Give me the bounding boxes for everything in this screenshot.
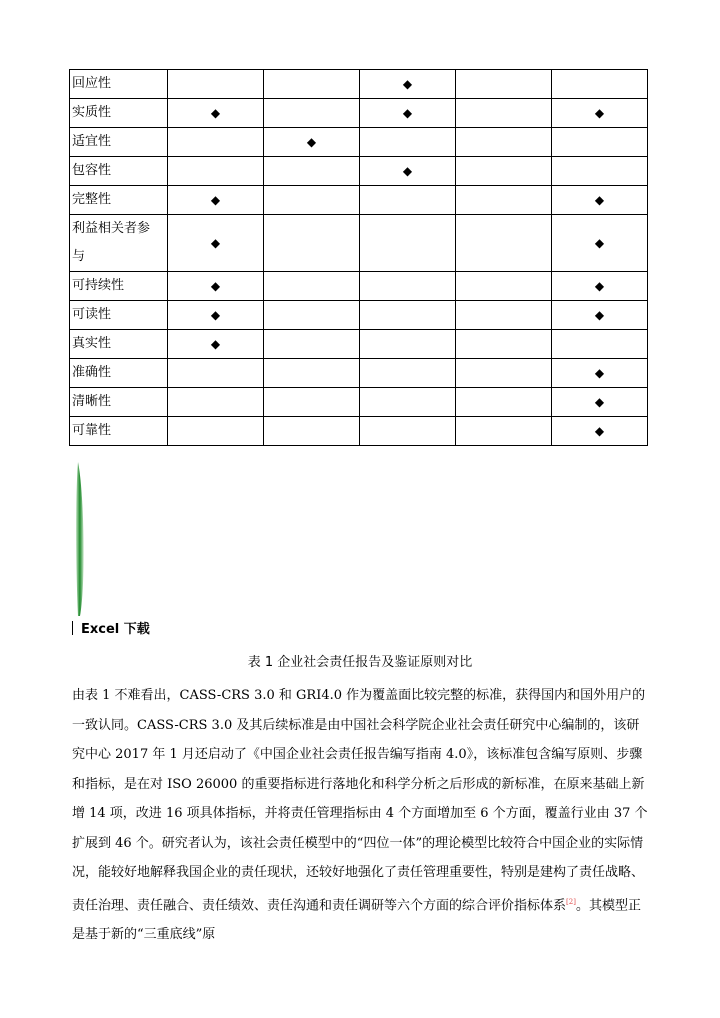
table-cell [552,128,648,157]
table-cell [264,417,360,446]
diamond-mark: ◆ [552,417,648,446]
table-cell [456,99,552,128]
row-label: 清晰性 [70,388,168,417]
row-label [70,215,168,272]
diamond-mark: ◆ [552,186,648,215]
row-label: 实质性 [70,99,168,128]
table-cell [264,359,360,388]
table-cell [456,272,552,301]
comparison-table [69,69,648,446]
table-cell [168,128,264,157]
excel-icon[interactable] [74,462,88,616]
row-label: 包容性 [70,157,168,186]
table-cell [456,128,552,157]
table-row [70,272,648,301]
table-cell [264,70,360,99]
link-divider [72,621,73,635]
table-cell [456,388,552,417]
table-row [70,99,648,128]
diamond-mark: ◆ [168,301,264,330]
diamond-mark: ◆ [360,70,456,99]
table-cell [552,70,648,99]
table-cell [360,388,456,417]
table-cell [456,330,552,359]
diamond-mark: ◆ [360,157,456,186]
table-cell [456,70,552,99]
table-cell [264,215,360,272]
table-cell [456,157,552,186]
table-cell [360,417,456,446]
diamond-mark: ◆ [360,99,456,128]
table-cell [264,301,360,330]
table-row [70,301,648,330]
table-cell [264,330,360,359]
diamond-mark: ◆ [168,215,264,272]
table-cell [360,359,456,388]
diamond-mark: ◆ [168,272,264,301]
row-label: 完整性 [70,186,168,215]
row-label: 可靠性 [70,417,168,446]
body-paragraph [72,681,652,950]
table-cell [456,215,552,272]
row-label-line: 利益相关者参 [72,221,151,236]
diamond-mark: ◆ [552,301,648,330]
table-cell [456,301,552,330]
table-cell [168,157,264,186]
table-cell [264,186,360,215]
excel-download-link[interactable] [72,618,150,637]
table-cell [264,99,360,128]
row-label: 适宜性 [70,128,168,157]
diamond-mark: ◆ [552,388,648,417]
diamond-mark: ◆ [552,359,648,388]
table-cell [456,359,552,388]
table-row [70,388,648,417]
diamond-mark: ◆ [552,272,648,301]
table-row [70,128,648,157]
table-cell [360,186,456,215]
table-cell [264,157,360,186]
table-row [70,417,648,446]
row-label: 回应性 [70,70,168,99]
table-cell [168,388,264,417]
excel-download-label[interactable]: Excel 下载 [81,622,150,637]
table-cell [168,359,264,388]
diamond-mark: ◆ [168,186,264,215]
table-row [70,157,648,186]
row-label: 准确性 [70,359,168,388]
table-cell [168,417,264,446]
table-row [70,70,648,99]
table-row [70,359,648,388]
table-cell [552,157,648,186]
paragraph-text: 由表 1 不难看出，CASS-CRS 3.0 和 GRI4.0 作为覆盖面比较完整的标准，获得国内和国外用户的一致认同。CASS-CRS 3.0 及其后续标准是由中国社会科学院企业社会责任研究中心编制的，该研究中心 2017 年 1 月还启动了《中国企业社会责任报告编写指南 4.0》，该标准包含编写原则、步骤和指标，是在对 ISO 26000 的重要指标进行落地化和科学分析之后形成的新标准，在原来基础上新增 14 项，改进 16 项具体指标，并将责任管理指标由 4 个方面增加至 6 个方面，覆盖行业由 37 个扩展到 46 个。研究者认为，该社会责任模型中的“四位一体”的理论模型比较符合中国企业的实际情况，能较好地解释我国企业的责任现状，还较好地强化了责任管理重要性，特别是建构了责任战略、责任治理、责任融合、责任绩效、责任沟通和责任调研等六个方面的综合评价指标体系 [72,688,648,913]
paragraph-tail: 。其模型正是基于新的“三重底线”原 [72,897,641,943]
table-cell [360,215,456,272]
table-caption: 表 1 企业社会责任报告及鉴证原则对比 [247,655,473,670]
table-cell [552,330,648,359]
table-cell [360,128,456,157]
table-cell [168,70,264,99]
table-cell [360,272,456,301]
diamond-mark: ◆ [264,128,360,157]
table-cell [456,186,552,215]
citation-link[interactable]: [2] [566,897,576,906]
row-label: 真实性 [70,330,168,359]
table-cell [456,417,552,446]
table-cell [360,330,456,359]
table-row [70,186,648,215]
table-row [70,330,648,359]
table-row [70,215,648,272]
diamond-mark: ◆ [552,215,648,272]
row-label: 可读性 [70,301,168,330]
row-label: 可持续性 [70,272,168,301]
diamond-mark: ◆ [168,330,264,359]
diamond-mark: ◆ [168,99,264,128]
table-cell [264,272,360,301]
diamond-mark: ◆ [552,99,648,128]
table-cell [264,388,360,417]
table-cell [360,301,456,330]
row-label-line: 与 [72,249,86,264]
